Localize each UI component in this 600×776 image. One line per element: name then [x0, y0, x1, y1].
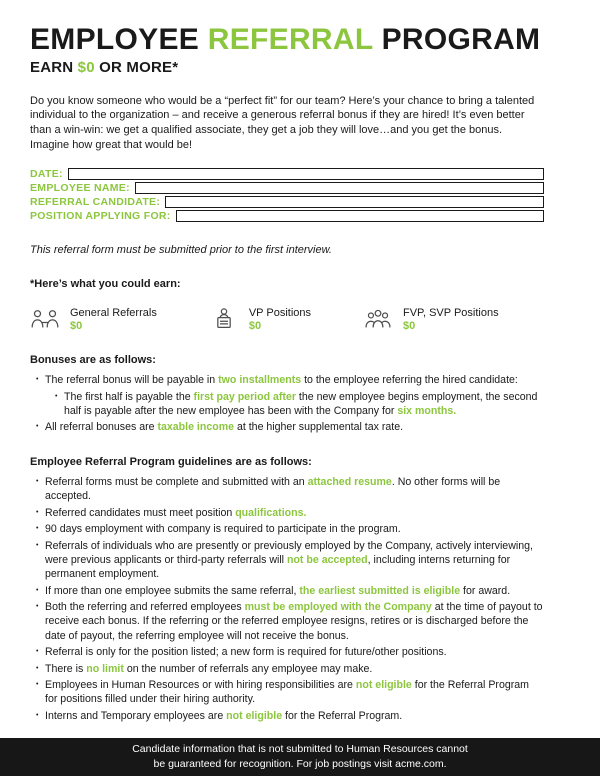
highlight-text: qualifications. [235, 506, 307, 519]
text-segment: EARN [30, 58, 78, 76]
page-subtitle [30, 59, 544, 76]
earn-tier-amount: $0 [248, 319, 262, 332]
earn-tiers [30, 306, 544, 332]
highlight-text: not be accepted [286, 554, 368, 567]
vp-podium-icon [209, 306, 239, 332]
bullet-text [45, 663, 372, 675]
form-row-employee-name [30, 182, 544, 194]
employee-name-label: EMPLOYEE NAME: [30, 182, 130, 195]
highlight-text: $0 [77, 58, 95, 76]
text-segment: Referred candidates must meet position [45, 506, 236, 519]
date-label: DATE: [30, 168, 63, 181]
bullet-text [45, 646, 447, 658]
text-segment: , including interns returning for permanent employment. [45, 554, 511, 581]
earn-text [70, 307, 157, 332]
bullet-item [36, 584, 544, 598]
text-segment: Interns and Temporary employees are [45, 709, 227, 722]
earn-text [249, 307, 311, 332]
bullet-text [45, 679, 529, 705]
earn-tier-label: FVP, SVP Positions [403, 306, 499, 319]
bullet-item [36, 522, 544, 536]
bullet-item [36, 373, 544, 417]
page-title [30, 24, 544, 56]
position-input[interactable] [176, 210, 544, 222]
bullet-text [45, 585, 510, 597]
bullet-item [36, 420, 544, 434]
text-segment: 90 days employment with company is required to participate in the program. [45, 523, 401, 536]
form-row-position [30, 210, 544, 222]
bullet-text [45, 710, 402, 722]
guidelines-list [30, 475, 544, 723]
text-segment: on the number of referrals any employee may make. [123, 662, 373, 675]
earn-tier-label: General Referrals [70, 306, 157, 319]
bullet-item [36, 539, 544, 581]
earn-tier-amount: $0 [70, 319, 83, 332]
bonuses-list [30, 373, 544, 434]
earn-text [403, 307, 499, 332]
sub-bullet-list [45, 390, 544, 418]
highlight-text: not eligible [226, 709, 283, 722]
text-segment: . No other forms will be accepted. [45, 476, 501, 503]
footer-line-2: be guaranteed for recognition. For job postings visit acme.com. [153, 758, 447, 770]
earn-heading: *Here’s what you could earn: [30, 278, 181, 291]
highlight-text: not eligible [355, 679, 412, 692]
text-segment: at the time of payout to receive each bonus. If the referring or the referred employee resigns, retires or is discharged before the date of payout, the referring employee will not receive the bonus. [45, 601, 543, 642]
bullet-text [45, 601, 543, 641]
text-segment: to the employee referring the hired candidate: [301, 374, 518, 387]
highlight-text: REFERRAL [207, 23, 373, 56]
submission-note: This referral form must be submitted prior to the first interview. [30, 244, 332, 257]
earn-tier-amount: $0 [403, 319, 416, 332]
intro-paragraph: Do you know someone who would be a “perfect fit” for our team? Here’s your chance to bring a talented individual to the organization – and receive a generous referral bonus if they are hired! It’s even better than a win-win: we get a qualified associate, they get a job they will love…and you get the bonus. Imagine how great that would be! [30, 94, 535, 151]
bullet-text [45, 507, 306, 519]
bullet-text [45, 523, 401, 535]
text-segment: Both the referring and referred employees [45, 601, 245, 614]
referral-people-icon [30, 306, 60, 332]
highlight-text: no limit [86, 662, 124, 675]
text-segment: There is [45, 662, 87, 675]
referral-candidate-label: REFERRAL CANDIDATE: [30, 196, 161, 209]
highlight-text: first pay period after [193, 390, 296, 403]
earn-item-svp [363, 306, 499, 332]
highlight-text: must be employed with the Company [244, 601, 432, 614]
footer-bar [0, 738, 600, 776]
text-segment: Employees in Human Resources or with hiring responsibilities are [45, 679, 356, 692]
svp-group-icon [363, 306, 393, 332]
text-segment: EMPLOYEE [30, 23, 208, 56]
text-segment: Referral is only for the position listed; a new form is required for future/other positions. [45, 646, 447, 659]
text-segment: for the Referral Program for positions filled under their hiring authority. [45, 679, 529, 706]
referral-form [30, 168, 544, 222]
bullet-text [45, 421, 403, 433]
text-segment: OR MORE* [94, 58, 179, 76]
bullet-text [45, 374, 518, 386]
bullet-text [45, 476, 500, 502]
bullet-item [36, 678, 544, 706]
highlight-text: attached resume [307, 476, 392, 489]
highlight-text: two installments [218, 374, 302, 387]
referral-candidate-input[interactable] [165, 196, 544, 208]
date-input[interactable] [68, 168, 544, 180]
text-segment: The referral bonus will be payable in [45, 374, 219, 387]
bullet-item [36, 662, 544, 676]
text-segment: at the higher supplemental tax rate. [234, 421, 404, 434]
bullet-item [36, 709, 544, 723]
bullet-text [64, 391, 537, 417]
bullet-item [36, 506, 544, 520]
form-row-date [30, 168, 544, 180]
highlight-text: six months. [397, 404, 457, 417]
guidelines-heading: Employee Referral Program guidelines are as follows: [30, 456, 312, 469]
bullet-text [45, 540, 533, 580]
position-label: POSITION APPLYING FOR: [30, 210, 171, 223]
earn-item-vp [209, 306, 311, 332]
highlight-text: taxable income [157, 421, 235, 434]
bonuses-heading: Bonuses are as follows: [30, 354, 156, 367]
highlight-text: the earliest submitted is eligible [299, 584, 461, 597]
footer-line-1: Candidate information that is not submitted to Human Resources cannot [132, 742, 468, 755]
employee-name-input[interactable] [135, 182, 544, 194]
earn-item-general [30, 306, 157, 332]
text-segment: All referral bonuses are [45, 421, 158, 434]
text-segment: If more than one employee submits the same referral, [45, 584, 300, 597]
bullet-item [55, 390, 544, 418]
text-segment: Referrals of individuals who are presently or previously employed by the Company, actively interviewing, were previous applicants or third-party referrals will [45, 540, 533, 567]
text-segment: Referral forms must be complete and submitted with an [45, 476, 308, 489]
text-segment: for the Referral Program. [282, 709, 403, 722]
text-segment: the new employee begins employment, the second half is payable after the new employee has been with the Company for [64, 390, 538, 417]
text-segment: for award. [460, 584, 511, 597]
bullet-item [36, 475, 544, 503]
text-segment: PROGRAM [372, 23, 541, 56]
bullet-item [36, 600, 544, 642]
form-row-referral-candidate [30, 196, 544, 208]
bullet-item [36, 645, 544, 659]
earn-tier-label: VP Positions [248, 306, 311, 319]
text-segment: The first half is payable the [64, 390, 194, 403]
